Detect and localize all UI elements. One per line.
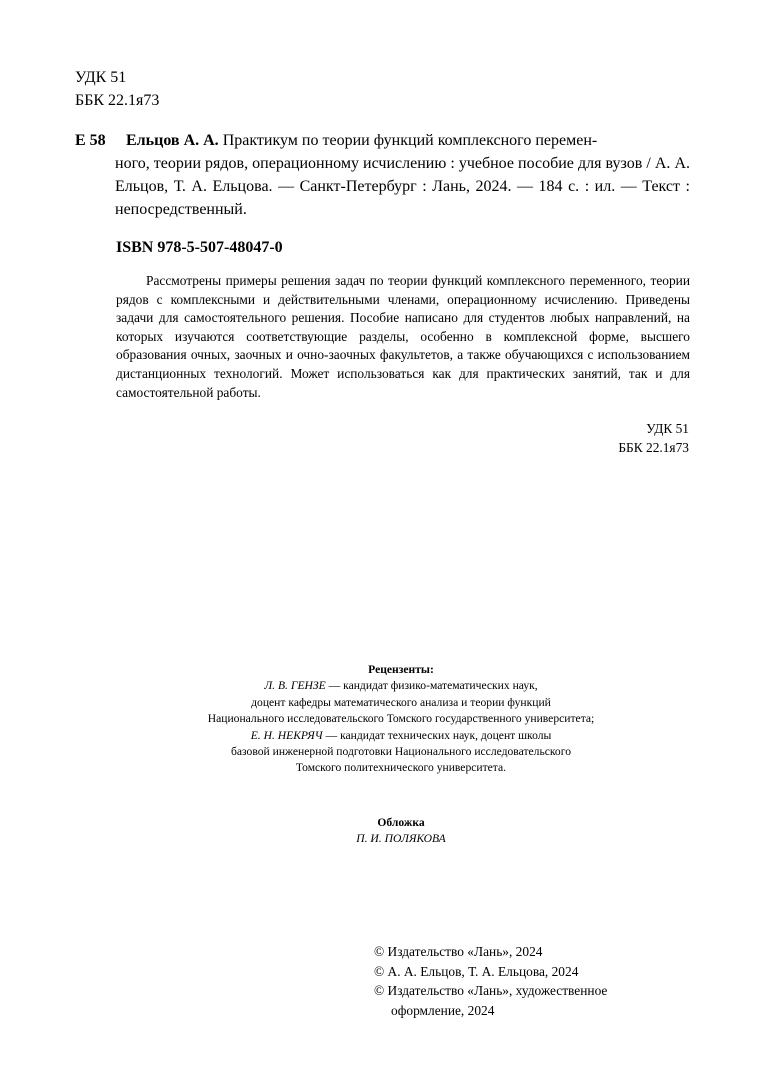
entry-description: ного, теории рядов, операционному исчислению : учебное пособие для вузов / А. А. Ельцов, Т. А. Ельцова. — Санкт-Петербург : Лань, 2024. — 184 с. : ил. — Текст : непосредственный. bbox=[115, 155, 690, 218]
cover-credit-block bbox=[100, 815, 702, 848]
reviewers-heading: Рецензенты: bbox=[368, 663, 434, 676]
entry-title-line1: Практикум по теории функций комплексного перемен- bbox=[218, 132, 598, 149]
reviewer-1-line2: доцент кафедры математического анализа и теории функций bbox=[251, 695, 551, 709]
abstract-paragraph: Рассмотрены примеры решения задач по теории функций комплексного переменного, теории рядов с комплексными и действительными членами, операционному исчислению. Приведены задачи для самостоятельного решения. Пособие написано для студентов любых направлений, на которых изучаются соответствующие разделы, особенно в комплексной форме, высшего образования очных, заочных и очно-заочных факультетов, а также обучающихся с использованием дистанционных технологий. Может использоваться как для практических занятий, так и для самостоятельной работы. bbox=[116, 273, 690, 400]
reviewers-block bbox=[100, 662, 702, 777]
udk-code: УДК 51 bbox=[75, 69, 127, 86]
reviewer-1-degree: — кандидат физико-математических наук, bbox=[325, 679, 538, 693]
copyright-block bbox=[374, 942, 674, 1020]
isbn: ISBN 978-5-507-48047-0 bbox=[116, 239, 283, 256]
copyright-line-3: © Издательство «Лань», художественное bbox=[374, 983, 608, 998]
reviewer-2-name: Е. Н. НЕКРЯЧ bbox=[250, 728, 323, 742]
bbk-code: ББК 22.1я73 bbox=[75, 92, 160, 109]
reviewer-1-line1 bbox=[100, 678, 702, 694]
copyright-line-2: © А. А. Ельцов, Т. А. Ельцова, 2024 bbox=[374, 963, 579, 979]
author-sign: Е 58 bbox=[75, 132, 106, 149]
reviewer-2-degree: — кандидат технических наук, доцент школы bbox=[322, 728, 552, 742]
bibliographic-entry bbox=[75, 129, 690, 221]
classification-block-top bbox=[75, 66, 159, 112]
classification-block-bottom bbox=[540, 419, 689, 457]
cover-heading: Обложка bbox=[377, 816, 425, 829]
entry-text bbox=[75, 129, 690, 221]
reviewer-2-line2: базовой инженерной подготовки Национального исследовательского bbox=[231, 745, 571, 759]
bbk-code-bottom: ББК 22.1я73 bbox=[618, 440, 689, 455]
cover-designer-name: П. И. ПОЛЯКОВА bbox=[356, 832, 446, 846]
entry-author: Ельцов А. А. bbox=[126, 132, 219, 149]
reviewer-1-line3: Национального исследовательского Томского государственного университета; bbox=[207, 712, 595, 726]
reviewer-1-name: Л. В. ГЕНЗЕ bbox=[264, 679, 326, 693]
copyright-line-1: © Издательство «Лань», 2024 bbox=[374, 944, 543, 959]
udk-code-bottom: УДК 51 bbox=[646, 421, 689, 436]
copyright-line-4: оформление, 2024 bbox=[391, 1002, 495, 1018]
reviewer-2-line1 bbox=[100, 728, 702, 744]
reviewer-2-line3: Томского политехнического университета. bbox=[295, 761, 507, 775]
